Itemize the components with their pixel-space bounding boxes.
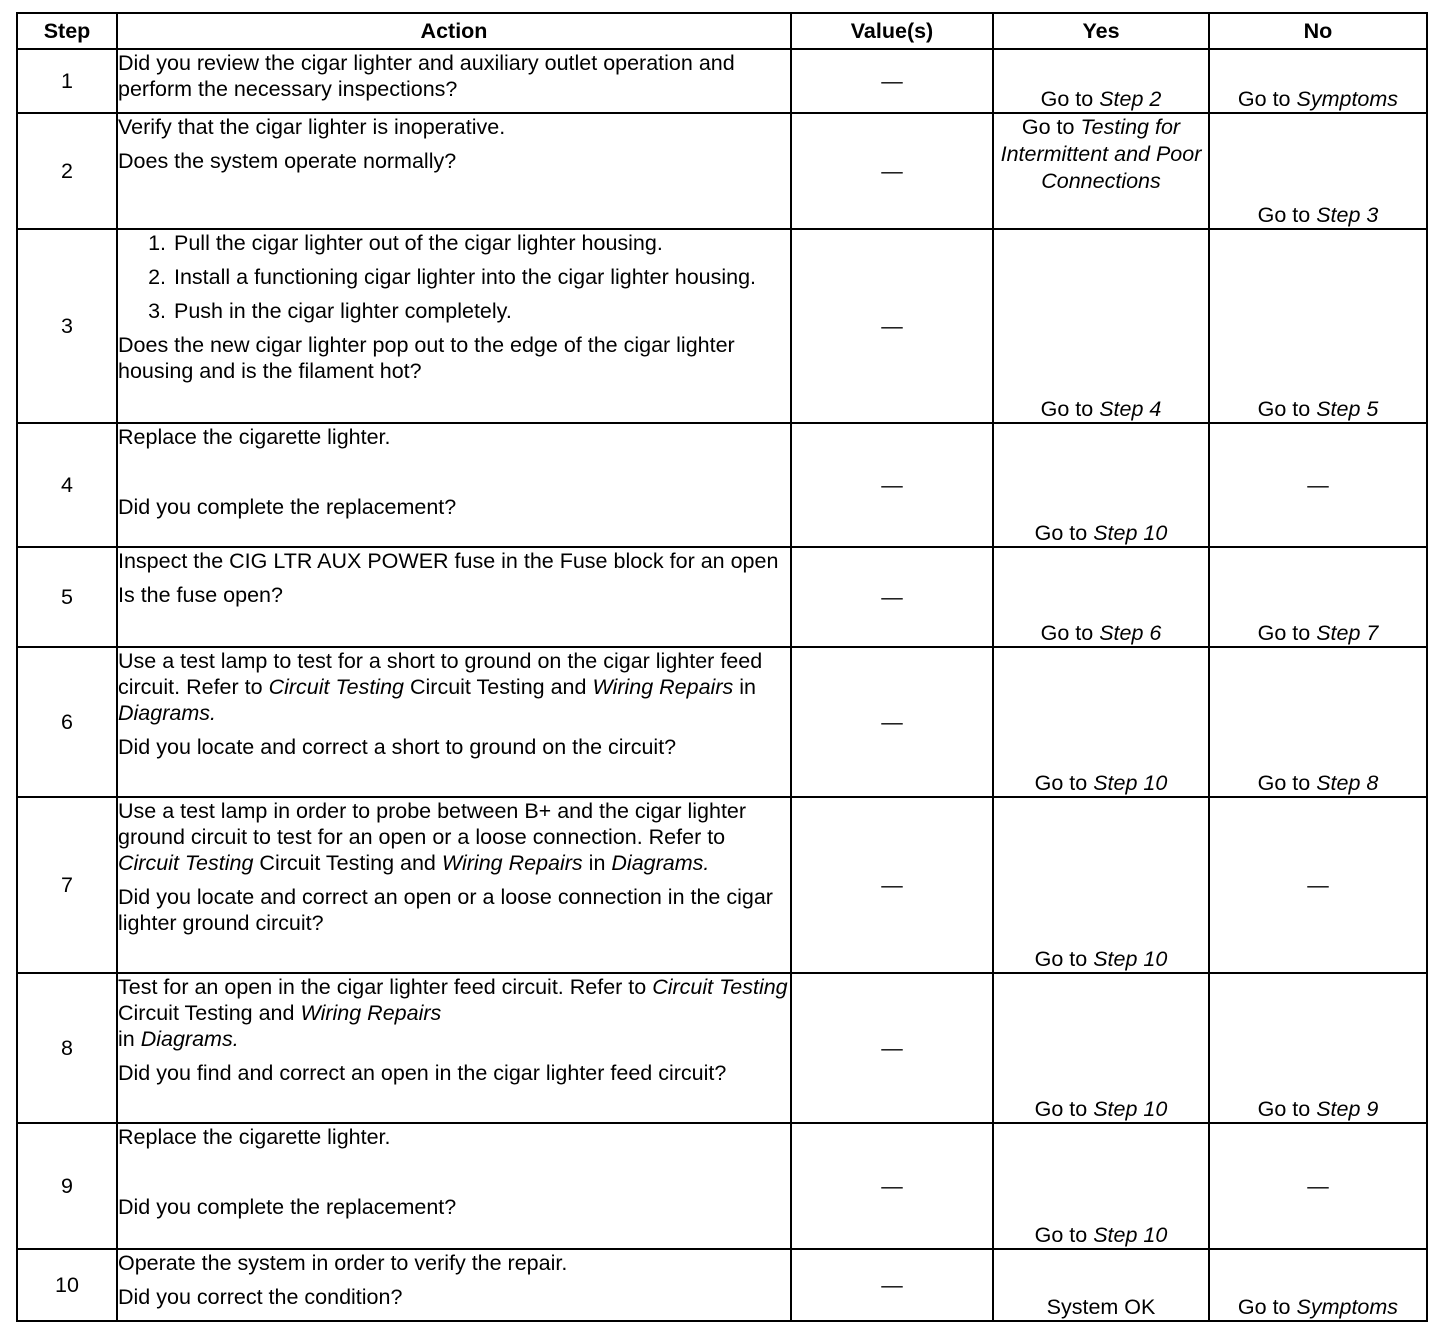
wiring-repairs-link[interactable]: Wiring Repairs <box>592 675 734 699</box>
table-row <box>17 1123 1427 1249</box>
no-cell: — <box>1209 797 1427 973</box>
yes-cell <box>993 547 1209 647</box>
yes-cell <box>993 423 1209 547</box>
action-text: Replace the cigarette lighter. <box>118 425 391 449</box>
diagrams-link[interactable]: Diagrams. <box>118 701 216 725</box>
question-text: Did you locate and correct a short to ground on the circuit? <box>118 735 677 759</box>
question-text: Did you locate and correct an open or a loose connection in the cigar lighter ground circuit? <box>118 885 773 935</box>
value-cell: — <box>791 229 993 423</box>
action-cell <box>117 973 791 1123</box>
table-row <box>17 229 1427 423</box>
table-row <box>17 973 1427 1123</box>
no-cell: — <box>1209 423 1427 547</box>
list-item: 3. Push in the cigar lighter completely. <box>172 298 790 324</box>
go-to-text: Go to <box>1257 771 1311 795</box>
go-to-text: Go to <box>1034 947 1088 971</box>
header-no: No <box>1209 13 1427 49</box>
step-number: 5 <box>17 547 117 647</box>
yes-link[interactable]: Step 4 <box>1099 397 1162 421</box>
diagrams-link[interactable]: Diagrams. <box>611 851 710 875</box>
no-cell <box>1209 647 1427 797</box>
procedure-list <box>118 230 790 324</box>
no-link[interactable]: Step 3 <box>1316 203 1379 227</box>
value-cell: — <box>791 647 993 797</box>
action-cell <box>117 113 791 229</box>
value-cell: — <box>791 423 993 547</box>
action-text: Use a test lamp in order to probe between B+ and the cigar lighter ground circuit to test for an open or a loose connection. Refer to Circuit Testing Circuit Testing and Wiring Repairs in Diagrams. <box>118 799 747 875</box>
yes-link[interactable]: Step 2 <box>1099 87 1162 111</box>
no-cell <box>1209 973 1427 1123</box>
yes-link[interactable]: Step 10 <box>1093 1223 1168 1247</box>
go-to-text: Go to <box>1257 397 1311 421</box>
value-cell: — <box>791 49 993 113</box>
no-cell <box>1209 229 1427 423</box>
yes-link[interactable]: Testing for Intermittent and Poor Connections <box>1000 115 1202 193</box>
step-number: 1 <box>17 49 117 113</box>
yes-cell <box>993 797 1209 973</box>
action-cell <box>117 797 791 973</box>
no-cell <box>1209 1249 1427 1321</box>
table-row <box>17 647 1427 797</box>
step-number: 6 <box>17 647 117 797</box>
no-link[interactable]: Step 9 <box>1316 1097 1379 1121</box>
question-text: Did you find and correct an open in the cigar lighter feed circuit? <box>118 1061 727 1085</box>
go-to-text: Go to <box>1034 1097 1088 1121</box>
circuit-testing-link[interactable]: Circuit Testing <box>652 975 788 999</box>
question-text: Does the system operate normally? <box>118 149 457 173</box>
yes-cell <box>993 229 1209 423</box>
header-yes: Yes <box>993 13 1209 49</box>
action-text: Did you review the cigar lighter and auxiliary outlet operation and perform the necessary inspections? <box>118 51 735 101</box>
diagnostic-table <box>16 12 1428 1322</box>
header-step: Step <box>17 13 117 49</box>
circuit-testing-link[interactable]: Circuit Testing <box>118 851 254 875</box>
no-link[interactable]: Step 7 <box>1316 621 1379 645</box>
diagrams-link[interactable]: Diagrams. <box>140 1027 239 1051</box>
yes-cell <box>993 1123 1209 1249</box>
question-text: Did you complete the replacement? <box>118 495 457 519</box>
go-to-text: Go to <box>1034 1223 1088 1247</box>
action-text: Test for an open in the cigar lighter feed circuit. Refer to Circuit Testing Circuit Testing and Wiring Repairs in Diagrams. <box>118 975 788 1051</box>
yes-cell <box>993 647 1209 797</box>
question-text: Is the fuse open? <box>118 583 283 607</box>
circuit-testing-link[interactable]: Circuit Testing <box>268 675 404 699</box>
yes-cell <box>993 113 1209 229</box>
go-to-text: Go to <box>1237 1295 1291 1319</box>
go-to-text: Go to <box>1040 87 1094 111</box>
yes-cell: System OK <box>993 1249 1209 1321</box>
yes-cell <box>993 973 1209 1123</box>
step-number: 10 <box>17 1249 117 1321</box>
action-text: Use a test lamp to test for a short to ground on the cigar lighter feed circuit. Refer to Circuit Testing Circuit Testing and Wiring Repairs in Diagrams. <box>118 649 763 725</box>
yes-link[interactable]: Step 6 <box>1099 621 1162 645</box>
step-number: 4 <box>17 423 117 547</box>
value-cell: — <box>791 547 993 647</box>
no-cell: — <box>1209 1123 1427 1249</box>
go-to-text: Go to <box>1257 203 1311 227</box>
action-cell <box>117 1123 791 1249</box>
go-to-text: Go to <box>1034 521 1088 545</box>
table-row <box>17 423 1427 547</box>
action-cell <box>117 49 791 113</box>
go-to-text: Go to <box>1257 621 1311 645</box>
action-text: Verify that the cigar lighter is inoperative. <box>118 115 506 139</box>
action-text: Inspect the CIG LTR AUX POWER fuse in the Fuse block for an open <box>118 549 779 573</box>
step-number: 8 <box>17 973 117 1123</box>
go-to-text: Go to <box>1034 771 1088 795</box>
action-cell <box>117 647 791 797</box>
table-row <box>17 547 1427 647</box>
no-link[interactable]: Symptoms <box>1296 87 1399 111</box>
action-cell <box>117 547 791 647</box>
header-values: Value(s) <box>791 13 993 49</box>
no-link[interactable]: Step 5 <box>1316 397 1379 421</box>
yes-link[interactable]: Step 10 <box>1093 771 1168 795</box>
no-link[interactable]: Step 8 <box>1316 771 1379 795</box>
list-item: 2. Install a functioning cigar lighter into the cigar lighter housing. <box>172 264 790 290</box>
no-cell <box>1209 547 1427 647</box>
yes-link[interactable]: Step 10 <box>1093 1097 1168 1121</box>
value-cell: — <box>791 1249 993 1321</box>
action-cell <box>117 229 791 423</box>
value-cell: — <box>791 113 993 229</box>
wiring-repairs-link[interactable]: Wiring Repairs <box>300 1001 442 1025</box>
no-cell <box>1209 49 1427 113</box>
table-row <box>17 797 1427 973</box>
yes-cell <box>993 49 1209 113</box>
table-row <box>17 113 1427 229</box>
table-row <box>17 1249 1427 1321</box>
question-text: Did you complete the replacement? <box>118 1195 457 1219</box>
go-to-text: Go to <box>1040 397 1094 421</box>
step-number: 7 <box>17 797 117 973</box>
yes-link[interactable]: Step 10 <box>1093 947 1168 971</box>
go-to-text: Go to <box>1021 115 1075 139</box>
go-to-text: Go to <box>1040 621 1094 645</box>
yes-link[interactable]: Step 10 <box>1093 521 1168 545</box>
action-text: Replace the cigarette lighter. <box>118 1125 391 1149</box>
go-to-text: Go to <box>1237 87 1291 111</box>
step-number: 3 <box>17 229 117 423</box>
action-text: Operate the system in order to verify the repair. <box>118 1251 568 1275</box>
header-action: Action <box>117 13 791 49</box>
no-link[interactable]: Symptoms <box>1296 1295 1399 1319</box>
action-cell <box>117 1249 791 1321</box>
list-item: 1. Pull the cigar lighter out of the cigar lighter housing. <box>172 230 790 256</box>
step-number: 9 <box>17 1123 117 1249</box>
table-row <box>17 49 1427 113</box>
go-to-text: Go to <box>1257 1097 1311 1121</box>
action-cell <box>117 423 791 547</box>
wiring-repairs-link[interactable]: Wiring Repairs <box>441 851 583 875</box>
question-text: Did you correct the condition? <box>118 1285 403 1309</box>
value-cell: — <box>791 797 993 973</box>
no-cell <box>1209 113 1427 229</box>
step-number: 2 <box>17 113 117 229</box>
value-cell: — <box>791 1123 993 1249</box>
value-cell: — <box>791 973 993 1123</box>
header-row <box>17 13 1427 49</box>
question-text: Does the new cigar lighter pop out to the edge of the cigar lighter housing and is the filament hot? <box>118 333 735 383</box>
